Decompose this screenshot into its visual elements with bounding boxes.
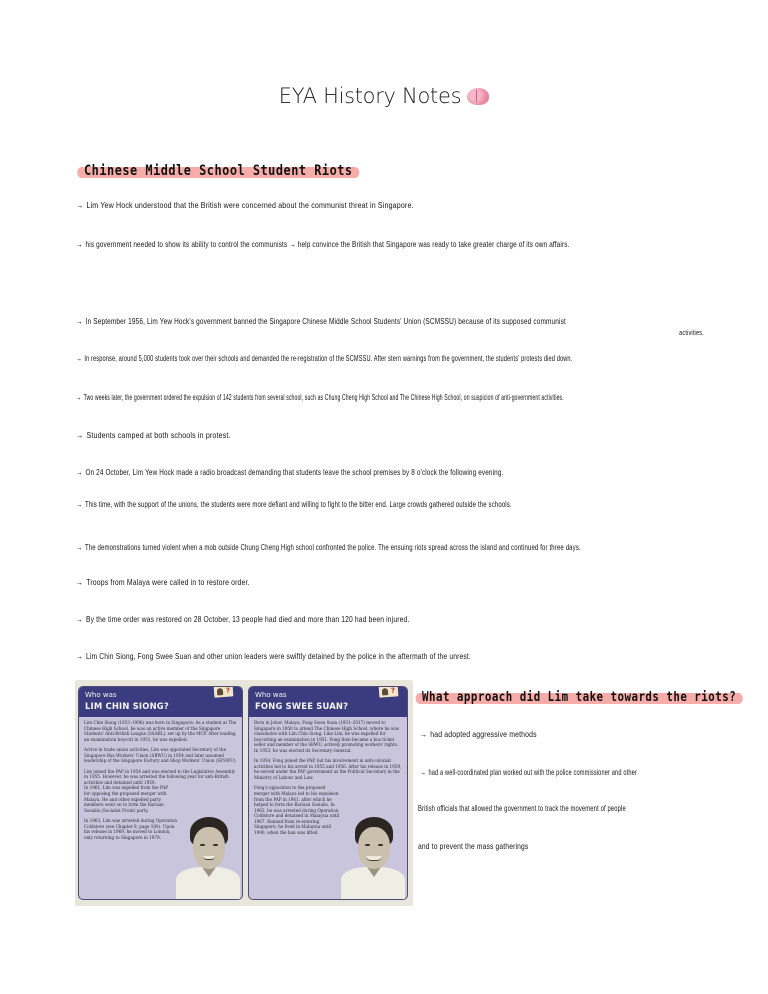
note-bullet: → had adopted aggressive methods bbox=[420, 729, 537, 739]
card-paragraph: Fong's opposition to the proposed merger with Malaya led to his expulsion from the PAP in 1961, after which he helped to form the Barisan Sosialis. In 1963, he was arrested during Operation Coldstore and detained in Malaysia until 1967. Banned from re-entering Singapore, he lived in Malaysia until 1990, when the ban was lifted. bbox=[254, 785, 340, 835]
page-title-text: EYA History Notes bbox=[278, 84, 462, 108]
note-bullet-continued: and to prevent the mass gatherings bbox=[418, 841, 529, 851]
card-who-label: Who was bbox=[85, 691, 117, 699]
card-paragraph: Born in Johor, Malaya, Fong Swee Suan (1931–2017) moved to Singapore in 1950 to attend The Chinese High School, where he was classmates with Lim Chin Siong. Like Lim, he was expelled for boycotting an examination in 1951. Fong then became a bus ticket seller and member of the SBWU, actively promoting workers' rights. In 1953, he was elected its Secretary-General. bbox=[254, 720, 400, 753]
section-heading-riots: Chinese Middle School Student Riots bbox=[84, 163, 353, 179]
card-header bbox=[249, 687, 407, 717]
card-name: LIM CHIN SIONG? bbox=[85, 701, 169, 711]
brain-icon bbox=[467, 88, 489, 105]
profile-card-fong-swee-suan bbox=[248, 686, 408, 900]
note-bullet: → By the time order was restored on 28 October, 13 people had died and more than 120 had been injured. bbox=[76, 614, 410, 624]
card-name: FONG SWEE SUAN? bbox=[255, 701, 349, 711]
card-paragraph: Active in trade union activities, Lim was appointed Secretary of the Singapore Bus Workers' Union (SBWU) in 1954 and later assumed leadership of the Singapore Factory and Shop Workers' Union (SFSWU). bbox=[84, 747, 237, 764]
textbook-photo bbox=[75, 680, 413, 906]
note-bullet: → Students camped at both schools in protest. bbox=[76, 430, 231, 440]
profile-card-lim-chin-siong bbox=[78, 686, 243, 900]
note-bullet: → In September 1956, Lim Yew Hock's government banned the Singapore Chinese Middle School Students' Union (SCMSSU) because of its supposed communist activities. bbox=[76, 316, 704, 337]
page-title bbox=[0, 84, 768, 108]
note-continuation: activities. bbox=[679, 328, 704, 337]
note-bullet: → had a well-coordinated plan worked out with the police commissioner and other bbox=[420, 767, 637, 777]
note-bullet: → In response, around 5,000 students took over their schools and demanded the re-registration of the SCMSSU. After stern warnings from the government, the students' protests died down. bbox=[76, 353, 573, 363]
portrait-photo bbox=[341, 817, 405, 899]
card-paragraph: In 1954, Fong joined the PAP, but his involvement in anti-colonial activities led to his arrest in 1955 and 1956. After his release in 1959, he served under the PAP government as the Political Secretary in the Ministry of Labour and Law. bbox=[254, 758, 402, 780]
note-bullet: → Two weeks later, the government ordered the expulsion of 142 students from several school, such as Chung Cheng High School and The Chinese High School, on suspicion of anti-government activities. bbox=[76, 392, 564, 402]
card-paragraph: Lim Chin Siong (1933–1996) was born in Singapore. As a student at The Chinese High School, he was an active member of the Singapore Students' Anti-British League (SSABL), set up by the MCP. After leading an examination boycott in 1951, he was expelled. bbox=[84, 720, 237, 742]
note-bullet: → This time, with the support of the unions, the students were more defiant and willing to fight to the bitter end. Large crowds gathered outside the schools. bbox=[76, 499, 512, 509]
note-bullet: → Lim Chin Siong, Fong Swee Suan and other union leaders were swiftly detained by the police in the aftermath of the unrest. bbox=[76, 651, 471, 661]
note-bullet: → Lim Yew Hock understood that the British were concerned about the communist threat in Singapore. bbox=[76, 200, 414, 210]
note-bullet: → his government needed to show its ability to control the communists → help convince the British that Singapore was ready to take greater charge of its own affairs. bbox=[76, 239, 570, 249]
card-header bbox=[79, 687, 242, 717]
card-paragraph: Lim joined the PAP in 1954 and was elected to the Legislative Assembly in 1955. However, he was arrested the following year for anti-British activities and detained until 1959. bbox=[84, 768, 236, 785]
section-heading-approach: What approach did Lim take towards the riots? bbox=[422, 689, 736, 705]
note-bullet: → The demonstrations turned violent when a mob outside Chung Cheng High school confronted the police. The ensuing riots spread across the island and continued for three days. bbox=[76, 542, 581, 552]
card-who-label: Who was bbox=[255, 691, 287, 699]
portrait-photo bbox=[176, 817, 240, 899]
id-card-question-icon: ? bbox=[213, 686, 235, 699]
note-bullet: → Troops from Malaya were called in to restore order. bbox=[76, 577, 250, 587]
card-paragraph: In 1963, Lim was arrested during Operation Coldstore (see Chapter 8, page 100). Upon his release in 1969, he moved to London, only returning to Singapore in 1979. bbox=[84, 818, 177, 840]
card-paragraph: In 1961, Lim was expelled from the PAP for opposing the proposed merger with Malaya. He and other expelled party members went on to form the Barisan Sosialis (Socialist Front) party. bbox=[84, 785, 169, 813]
id-card-question-icon: ? bbox=[378, 686, 400, 699]
note-bullet: → On 24 October, Lim Yew Hock made a radio broadcast demanding that students leave the school premises by 8 o'clock the following evening. bbox=[76, 467, 504, 477]
note-bullet-continued: British officials that allowed the government to track the movement of people bbox=[418, 803, 626, 813]
